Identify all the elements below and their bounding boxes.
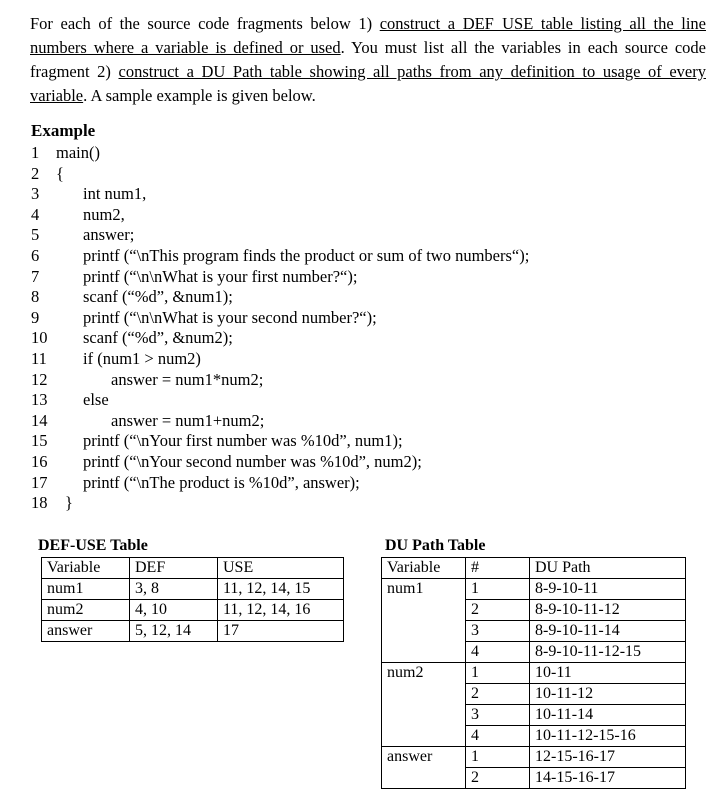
- line-number: 9: [31, 307, 40, 327]
- du-path-cell: 8-9-10-11-12-15: [530, 642, 686, 663]
- path-number-cell: 4: [466, 642, 530, 663]
- table-row: [382, 579, 686, 600]
- du-path-cell: 8-9-10-11-12: [530, 600, 686, 621]
- line-number: 8: [31, 287, 40, 307]
- code-line: [0, 205, 726, 226]
- code-text: scanf (“%d”, &num1);: [83, 287, 233, 307]
- code-line: [0, 225, 726, 246]
- table-cell: 5, 12, 14: [130, 621, 218, 642]
- code-listing: [0, 143, 726, 514]
- table-header-row: [382, 558, 686, 579]
- table-cell: answer: [42, 621, 130, 642]
- code-line: [0, 473, 726, 494]
- code-line: [0, 493, 726, 514]
- line-number: 12: [31, 369, 48, 389]
- table-cell: 3, 8: [130, 579, 218, 600]
- variable-cell: num1: [382, 579, 466, 663]
- code-text: else: [83, 390, 109, 410]
- instructions-part-2: . You must list all the variables in each source code fragment 2): [30, 38, 706, 81]
- line-number: 10: [31, 328, 48, 348]
- path-number-cell: 2: [466, 684, 530, 705]
- line-number: 11: [31, 348, 47, 368]
- path-number-cell: 1: [466, 579, 530, 600]
- code-text: printf (“\n\nWhat is your second number?“);: [83, 307, 377, 327]
- code-text: printf (“\nThis program finds the product or sum of two numbers“);: [83, 245, 530, 265]
- def-use-table: [41, 557, 344, 642]
- code-text: answer;: [83, 225, 135, 245]
- code-line: [0, 431, 726, 452]
- code-line: [0, 370, 726, 391]
- code-text: {: [56, 163, 64, 183]
- table-cell: #: [466, 558, 530, 579]
- path-number-cell: 2: [466, 768, 530, 789]
- instructions-part-1: For each of the source code fragments below 1): [30, 14, 380, 33]
- du-path-cell: 10-11-12-15-16: [530, 726, 686, 747]
- table-cell: Variable: [42, 558, 130, 579]
- du-path-cell: 8-9-10-11-14: [530, 621, 686, 642]
- code-line: [0, 287, 726, 308]
- code-line: [0, 184, 726, 205]
- instructions-task-2: construct a DU Path table showing all paths from any definition to usage of every variable: [30, 62, 706, 105]
- path-number-cell: 2: [466, 600, 530, 621]
- instructions-task-1: construct a DEF_USE table listing all the line numbers where a variable is defined or used: [30, 14, 706, 57]
- du-path-cell: 14-15-16-17: [530, 768, 686, 789]
- line-number: 14: [31, 410, 48, 430]
- code-text: answer = num1+num2;: [111, 410, 265, 430]
- table-cell: num1: [42, 579, 130, 600]
- table-row: [42, 579, 344, 600]
- code-text: printf (“\nThe product is %10d”, answer);: [83, 472, 360, 492]
- line-number: 17: [31, 472, 48, 492]
- code-line: [0, 390, 726, 411]
- du-path-table: [381, 557, 686, 789]
- code-line: [0, 267, 726, 288]
- code-line: [0, 164, 726, 185]
- line-number: 16: [31, 451, 48, 471]
- code-text: printf (“\nYour second number was %10d”, num2);: [83, 451, 422, 471]
- instructions-part-3: . A sample example is given below.: [83, 86, 316, 105]
- table-cell: Variable: [382, 558, 466, 579]
- path-number-cell: 3: [466, 705, 530, 726]
- table-cell: DEF: [130, 558, 218, 579]
- path-number-cell: 1: [466, 747, 530, 768]
- du-path-cell: 10-11-14: [530, 705, 686, 726]
- line-number: 3: [31, 184, 40, 204]
- du-path-cell: 8-9-10-11: [530, 579, 686, 600]
- code-line: [0, 411, 726, 432]
- code-line: [0, 349, 726, 370]
- variable-cell: num2: [382, 663, 466, 747]
- code-text: printf (“\nYour first number was %10d”, num1);: [83, 431, 403, 451]
- table-row: [382, 747, 686, 768]
- line-number: 13: [31, 390, 48, 410]
- code-text: answer = num1*num2;: [111, 369, 264, 389]
- table-cell: 11, 12, 14, 16: [218, 600, 344, 621]
- code-line: [0, 308, 726, 329]
- table-cell: 17: [218, 621, 344, 642]
- code-line: [0, 328, 726, 349]
- code-text: num2,: [83, 204, 125, 224]
- line-number: 2: [31, 163, 40, 183]
- code-line: [0, 246, 726, 267]
- line-number: 15: [31, 431, 48, 451]
- du-path-cell: 12-15-16-17: [530, 747, 686, 768]
- code-line: [0, 452, 726, 473]
- code-text: scanf (“%d”, &num2);: [83, 328, 233, 348]
- line-number: 18: [31, 493, 48, 513]
- du-path-cell: 10-11-12: [530, 684, 686, 705]
- line-number: 6: [31, 245, 40, 265]
- table-header-row: [42, 558, 344, 579]
- line-number: 4: [31, 204, 40, 224]
- table-cell: USE: [218, 558, 344, 579]
- code-line: [0, 143, 726, 164]
- def-use-table-title: DEF-USE Table: [38, 537, 148, 554]
- table-row: [42, 600, 344, 621]
- table-cell: 11, 12, 14, 15: [218, 579, 344, 600]
- variable-cell: answer: [382, 747, 466, 789]
- code-text: if (num1 > num2): [83, 348, 201, 368]
- path-number-cell: 3: [466, 621, 530, 642]
- code-text: printf (“\n\nWhat is your first number?“);: [83, 266, 358, 286]
- table-cell: num2: [42, 600, 130, 621]
- line-number: 7: [31, 266, 40, 286]
- path-number-cell: 1: [466, 663, 530, 684]
- du-path-table-title: DU Path Table: [385, 537, 486, 554]
- table-cell: DU Path: [530, 558, 686, 579]
- table-cell: 4, 10: [130, 600, 218, 621]
- code-text: int num1,: [83, 184, 147, 204]
- code-text: main(): [56, 143, 100, 162]
- line-number: 1: [31, 143, 40, 162]
- path-number-cell: 4: [466, 726, 530, 747]
- table-row: [382, 663, 686, 684]
- instructions-paragraph: [30, 12, 706, 108]
- line-number: 5: [31, 225, 40, 245]
- example-heading: Example: [31, 121, 96, 140]
- du-path-cell: 10-11: [530, 663, 686, 684]
- code-text: }: [65, 493, 73, 513]
- table-row: [42, 621, 344, 642]
